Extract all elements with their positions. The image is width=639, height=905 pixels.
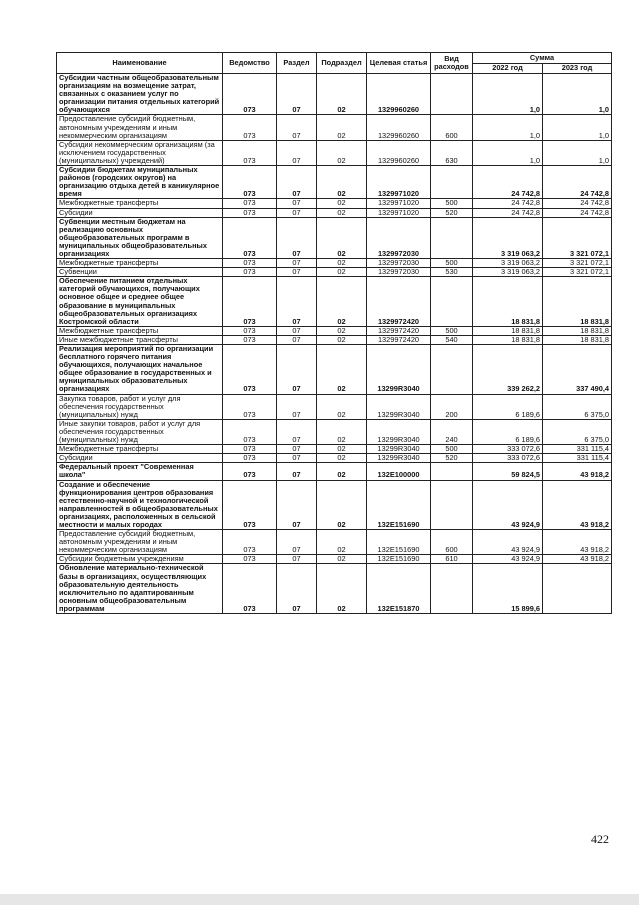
row-celevaya-statya-cell: 1329971020 bbox=[367, 166, 431, 199]
header-vid-raskhodov: Вид расходов bbox=[431, 53, 473, 74]
row-celevaya-statya-cell: 13299R3040 bbox=[367, 419, 431, 444]
row-name-cell: Межбюджетные трансферты bbox=[57, 259, 223, 268]
row-name-cell: Федеральный проект "Современная школа" bbox=[57, 463, 223, 480]
row-vid-raskhodov-cell: 610 bbox=[431, 555, 473, 564]
header-name: Наименование bbox=[57, 53, 223, 74]
row-podrazdel-cell: 02 bbox=[317, 217, 367, 258]
row-sum-2023-cell: 18 831,8 bbox=[543, 277, 612, 327]
row-sum-2022-cell: 6 189,6 bbox=[473, 394, 543, 419]
row-sum-2022-cell: 18 831,8 bbox=[473, 277, 543, 327]
budget-table bbox=[56, 52, 612, 614]
table-row bbox=[57, 268, 612, 277]
row-podrazdel-cell: 02 bbox=[317, 268, 367, 277]
row-sum-2022-cell: 3 319 063,2 bbox=[473, 217, 543, 258]
row-sum-2023-cell: 18 831,8 bbox=[543, 335, 612, 344]
row-vedomstvo-cell: 073 bbox=[223, 166, 277, 199]
row-razdel-cell: 07 bbox=[277, 419, 317, 444]
row-podrazdel-cell: 02 bbox=[317, 140, 367, 165]
table-row bbox=[57, 564, 612, 614]
row-celevaya-statya-cell: 1329960260 bbox=[367, 115, 431, 140]
row-vid-raskhodov-cell bbox=[431, 480, 473, 530]
row-vedomstvo-cell: 073 bbox=[223, 564, 277, 614]
row-razdel-cell: 07 bbox=[277, 394, 317, 419]
row-vid-raskhodov-cell: 500 bbox=[431, 259, 473, 268]
row-sum-2023-cell: 43 918,2 bbox=[543, 480, 612, 530]
row-razdel-cell: 07 bbox=[277, 74, 317, 115]
row-razdel-cell: 07 bbox=[277, 564, 317, 614]
row-razdel-cell: 07 bbox=[277, 166, 317, 199]
row-celevaya-statya-cell: 132E151690 bbox=[367, 530, 431, 555]
row-sum-2023-cell: 43 918,2 bbox=[543, 530, 612, 555]
row-podrazdel-cell: 02 bbox=[317, 115, 367, 140]
table-row bbox=[57, 555, 612, 564]
row-celevaya-statya-cell: 13299R3040 bbox=[367, 345, 431, 395]
row-celevaya-statya-cell: 132E100000 bbox=[367, 463, 431, 480]
row-sum-2022-cell: 43 924,9 bbox=[473, 530, 543, 555]
row-name-cell: Обновление материально-технической базы в организациях, осуществляющих образовательную деятельность исключительно по адаптированным основным общеобразовательным программам bbox=[57, 564, 223, 614]
row-vid-raskhodov-cell bbox=[431, 74, 473, 115]
row-sum-2023-cell: 24 742,8 bbox=[543, 208, 612, 217]
row-vedomstvo-cell: 073 bbox=[223, 268, 277, 277]
table-row bbox=[57, 166, 612, 199]
row-razdel-cell: 07 bbox=[277, 217, 317, 258]
row-vid-raskhodov-cell: 520 bbox=[431, 454, 473, 463]
row-name-cell: Межбюджетные трансферты bbox=[57, 445, 223, 454]
row-name-cell: Субсидии некоммерческим организациям (за исключением государственных (муниципальных) учреждений) bbox=[57, 140, 223, 165]
row-name-cell: Субсидии бюджетам муниципальных районов (городских округов) на организацию отдыха детей в каникулярное время bbox=[57, 166, 223, 199]
row-name-cell: Субвенции bbox=[57, 268, 223, 277]
row-vid-raskhodov-cell: 200 bbox=[431, 394, 473, 419]
row-sum-2023-cell: 337 490,4 bbox=[543, 345, 612, 395]
row-vedomstvo-cell: 073 bbox=[223, 208, 277, 217]
row-sum-2023-cell: 24 742,8 bbox=[543, 166, 612, 199]
row-sum-2023-cell: 3 321 072,1 bbox=[543, 217, 612, 258]
row-podrazdel-cell: 02 bbox=[317, 564, 367, 614]
row-vedomstvo-cell: 073 bbox=[223, 555, 277, 564]
row-razdel-cell: 07 bbox=[277, 199, 317, 208]
row-name-cell: Предоставление субсидий бюджетным, автономным учреждениям и иным некоммерческим организациям bbox=[57, 530, 223, 555]
row-vedomstvo-cell: 073 bbox=[223, 74, 277, 115]
page-number: 422 bbox=[591, 832, 609, 846]
row-razdel-cell: 07 bbox=[277, 259, 317, 268]
row-name-cell: Иные закупки товаров, работ и услуг для обеспечения государственных (муниципальных) нужд bbox=[57, 419, 223, 444]
row-vedomstvo-cell: 073 bbox=[223, 199, 277, 208]
table-row bbox=[57, 454, 612, 463]
table-row bbox=[57, 463, 612, 480]
row-vid-raskhodov-cell: 630 bbox=[431, 140, 473, 165]
row-celevaya-statya-cell: 1329972420 bbox=[367, 335, 431, 344]
row-celevaya-statya-cell: 1329960260 bbox=[367, 140, 431, 165]
table-row bbox=[57, 345, 612, 395]
row-celevaya-statya-cell: 13299R3040 bbox=[367, 445, 431, 454]
row-vedomstvo-cell: 073 bbox=[223, 480, 277, 530]
row-celevaya-statya-cell: 132E151690 bbox=[367, 555, 431, 564]
table-row bbox=[57, 419, 612, 444]
row-name-cell: Создание и обеспечение функционирования центров образования естественно-научной и технологической направленностей в общеобразовательных организациях, расположенных в сельской местности и малых городах bbox=[57, 480, 223, 530]
row-podrazdel-cell: 02 bbox=[317, 345, 367, 395]
row-razdel-cell: 07 bbox=[277, 530, 317, 555]
row-sum-2023-cell: 3 321 072,1 bbox=[543, 268, 612, 277]
row-sum-2023-cell: 1,0 bbox=[543, 140, 612, 165]
row-sum-2023-cell: 6 375,0 bbox=[543, 419, 612, 444]
header-year-2023: 2023 год bbox=[543, 64, 612, 74]
row-name-cell: Реализация мероприятий по организации бесплатного горячего питания обучающихся, получающих начальное общее образование в государственных и муниципальных образовательных организациях bbox=[57, 345, 223, 395]
row-vid-raskhodov-cell bbox=[431, 463, 473, 480]
row-celevaya-statya-cell: 1329972420 bbox=[367, 326, 431, 335]
row-sum-2023-cell: 1,0 bbox=[543, 74, 612, 115]
row-name-cell: Межбюджетные трансферты bbox=[57, 326, 223, 335]
row-celevaya-statya-cell: 1329972030 bbox=[367, 268, 431, 277]
row-name-cell: Межбюджетные трансферты bbox=[57, 199, 223, 208]
table-row bbox=[57, 217, 612, 258]
row-sum-2023-cell: 1,0 bbox=[543, 115, 612, 140]
row-sum-2022-cell: 333 072,6 bbox=[473, 445, 543, 454]
table-row bbox=[57, 74, 612, 115]
row-celevaya-statya-cell: 1329971020 bbox=[367, 208, 431, 217]
row-podrazdel-cell: 02 bbox=[317, 530, 367, 555]
row-podrazdel-cell: 02 bbox=[317, 259, 367, 268]
row-razdel-cell: 07 bbox=[277, 555, 317, 564]
row-sum-2022-cell: 18 831,8 bbox=[473, 326, 543, 335]
row-podrazdel-cell: 02 bbox=[317, 480, 367, 530]
table-row bbox=[57, 530, 612, 555]
row-podrazdel-cell: 02 bbox=[317, 199, 367, 208]
row-vid-raskhodov-cell bbox=[431, 564, 473, 614]
row-sum-2023-cell: 6 375,0 bbox=[543, 394, 612, 419]
row-vedomstvo-cell: 073 bbox=[223, 277, 277, 327]
row-podrazdel-cell: 02 bbox=[317, 277, 367, 327]
row-name-cell: Закупка товаров, работ и услуг для обеспечения государственных (муниципальных) нужд bbox=[57, 394, 223, 419]
row-vid-raskhodov-cell: 500 bbox=[431, 326, 473, 335]
row-vedomstvo-cell: 073 bbox=[223, 115, 277, 140]
row-vedomstvo-cell: 073 bbox=[223, 419, 277, 444]
row-vedomstvo-cell: 073 bbox=[223, 345, 277, 395]
row-razdel-cell: 07 bbox=[277, 326, 317, 335]
row-vid-raskhodov-cell: 520 bbox=[431, 208, 473, 217]
row-name-cell: Субсидии bbox=[57, 454, 223, 463]
row-razdel-cell: 07 bbox=[277, 445, 317, 454]
row-razdel-cell: 07 bbox=[277, 140, 317, 165]
row-razdel-cell: 07 bbox=[277, 345, 317, 395]
row-vedomstvo-cell: 073 bbox=[223, 445, 277, 454]
row-celevaya-statya-cell: 1329960260 bbox=[367, 74, 431, 115]
row-celevaya-statya-cell: 13299R3040 bbox=[367, 454, 431, 463]
row-sum-2023-cell: 331 115,4 bbox=[543, 454, 612, 463]
row-sum-2023-cell: 18 831,8 bbox=[543, 326, 612, 335]
header-podrazdel: Подраздел bbox=[317, 53, 367, 74]
row-sum-2022-cell: 43 924,9 bbox=[473, 555, 543, 564]
row-sum-2022-cell: 333 072,6 bbox=[473, 454, 543, 463]
row-razdel-cell: 07 bbox=[277, 335, 317, 344]
row-razdel-cell: 07 bbox=[277, 277, 317, 327]
row-name-cell: Субсидии bbox=[57, 208, 223, 217]
row-vid-raskhodov-cell bbox=[431, 277, 473, 327]
row-celevaya-statya-cell: 132E151870 bbox=[367, 564, 431, 614]
row-vid-raskhodov-cell: 500 bbox=[431, 445, 473, 454]
table-row bbox=[57, 199, 612, 208]
row-sum-2023-cell: 331 115,4 bbox=[543, 445, 612, 454]
table-row bbox=[57, 115, 612, 140]
row-sum-2023-cell: 43 918,2 bbox=[543, 463, 612, 480]
row-sum-2022-cell: 24 742,8 bbox=[473, 166, 543, 199]
row-vedomstvo-cell: 073 bbox=[223, 454, 277, 463]
header-celevaya-statya: Целевая статья bbox=[367, 53, 431, 74]
row-sum-2022-cell: 15 899,6 bbox=[473, 564, 543, 614]
row-sum-2022-cell: 1,0 bbox=[473, 140, 543, 165]
table-row bbox=[57, 445, 612, 454]
row-sum-2022-cell: 24 742,8 bbox=[473, 208, 543, 217]
table-row bbox=[57, 140, 612, 165]
row-vedomstvo-cell: 073 bbox=[223, 259, 277, 268]
row-vid-raskhodov-cell: 540 bbox=[431, 335, 473, 344]
row-podrazdel-cell: 02 bbox=[317, 208, 367, 217]
row-sum-2023-cell bbox=[543, 564, 612, 614]
scan-bottom-strip bbox=[0, 894, 639, 905]
row-sum-2022-cell: 24 742,8 bbox=[473, 199, 543, 208]
row-sum-2022-cell: 59 824,5 bbox=[473, 463, 543, 480]
row-razdel-cell: 07 bbox=[277, 480, 317, 530]
row-vedomstvo-cell: 073 bbox=[223, 463, 277, 480]
row-name-cell: Обеспечение питанием отдельных категорий обучающихся, получающих основное общее и среднее общее образование в муниципальных общеобразовательных организациях Костромской области bbox=[57, 277, 223, 327]
row-sum-2022-cell: 339 262,2 bbox=[473, 345, 543, 395]
header-razdel: Раздел bbox=[277, 53, 317, 74]
row-celevaya-statya-cell: 13299R3040 bbox=[367, 394, 431, 419]
header-vedomstvo: Ведомство bbox=[223, 53, 277, 74]
row-podrazdel-cell: 02 bbox=[317, 326, 367, 335]
row-sum-2022-cell: 43 924,9 bbox=[473, 480, 543, 530]
row-vid-raskhodov-cell: 600 bbox=[431, 115, 473, 140]
row-vid-raskhodov-cell: 240 bbox=[431, 419, 473, 444]
row-sum-2022-cell: 3 319 063,2 bbox=[473, 268, 543, 277]
row-name-cell: Субсидии бюджетным учреждениям bbox=[57, 555, 223, 564]
row-sum-2023-cell: 43 918,2 bbox=[543, 555, 612, 564]
row-vid-raskhodov-cell: 530 bbox=[431, 268, 473, 277]
row-vid-raskhodov-cell: 500 bbox=[431, 199, 473, 208]
row-podrazdel-cell: 02 bbox=[317, 419, 367, 444]
row-name-cell: Предоставление субсидий бюджетным, автономным учреждениям и иным некоммерческим организациям bbox=[57, 115, 223, 140]
row-sum-2022-cell: 6 189,6 bbox=[473, 419, 543, 444]
row-vedomstvo-cell: 073 bbox=[223, 140, 277, 165]
row-vid-raskhodov-cell bbox=[431, 166, 473, 199]
row-vedomstvo-cell: 073 bbox=[223, 326, 277, 335]
row-podrazdel-cell: 02 bbox=[317, 74, 367, 115]
row-sum-2023-cell: 3 321 072,1 bbox=[543, 259, 612, 268]
row-podrazdel-cell: 02 bbox=[317, 335, 367, 344]
row-razdel-cell: 07 bbox=[277, 208, 317, 217]
row-vid-raskhodov-cell: 600 bbox=[431, 530, 473, 555]
table-row bbox=[57, 335, 612, 344]
row-name-cell: Субвенции местным бюджетам на реализацию основных общеобразовательных программ в муниципальных общеобразовательных организациях bbox=[57, 217, 223, 258]
table-row bbox=[57, 480, 612, 530]
row-vid-raskhodov-cell bbox=[431, 345, 473, 395]
table-header bbox=[57, 53, 612, 74]
row-vedomstvo-cell: 073 bbox=[223, 217, 277, 258]
row-sum-2023-cell: 24 742,8 bbox=[543, 199, 612, 208]
row-vid-raskhodov-cell bbox=[431, 217, 473, 258]
row-celevaya-statya-cell: 1329972030 bbox=[367, 217, 431, 258]
row-vedomstvo-cell: 073 bbox=[223, 394, 277, 419]
row-celevaya-statya-cell: 1329972420 bbox=[367, 277, 431, 327]
row-razdel-cell: 07 bbox=[277, 463, 317, 480]
row-razdel-cell: 07 bbox=[277, 268, 317, 277]
row-podrazdel-cell: 02 bbox=[317, 555, 367, 564]
row-sum-2022-cell: 18 831,8 bbox=[473, 335, 543, 344]
row-vedomstvo-cell: 073 bbox=[223, 530, 277, 555]
row-podrazdel-cell: 02 bbox=[317, 445, 367, 454]
row-celevaya-statya-cell: 1329972030 bbox=[367, 259, 431, 268]
row-name-cell: Субсидии частным общеобразовательным организациям на возмещение затрат, связанных с оказанием услуг по организации питания отдельных категорий обучающихся bbox=[57, 74, 223, 115]
header-year-2022: 2022 год bbox=[473, 64, 543, 74]
row-sum-2022-cell: 3 319 063,2 bbox=[473, 259, 543, 268]
table-row bbox=[57, 326, 612, 335]
table-row bbox=[57, 277, 612, 327]
table-row bbox=[57, 208, 612, 217]
table-row bbox=[57, 259, 612, 268]
row-podrazdel-cell: 02 bbox=[317, 454, 367, 463]
row-name-cell: Иные межбюджетные трансферты bbox=[57, 335, 223, 344]
row-vedomstvo-cell: 073 bbox=[223, 335, 277, 344]
row-podrazdel-cell: 02 bbox=[317, 166, 367, 199]
row-celevaya-statya-cell: 1329971020 bbox=[367, 199, 431, 208]
row-sum-2022-cell: 1,0 bbox=[473, 115, 543, 140]
table-row bbox=[57, 394, 612, 419]
table-body bbox=[57, 74, 612, 614]
row-sum-2022-cell: 1,0 bbox=[473, 74, 543, 115]
row-razdel-cell: 07 bbox=[277, 454, 317, 463]
row-podrazdel-cell: 02 bbox=[317, 394, 367, 419]
header-summa: Сумма bbox=[473, 53, 612, 64]
row-podrazdel-cell: 02 bbox=[317, 463, 367, 480]
row-razdel-cell: 07 bbox=[277, 115, 317, 140]
row-celevaya-statya-cell: 132E151690 bbox=[367, 480, 431, 530]
